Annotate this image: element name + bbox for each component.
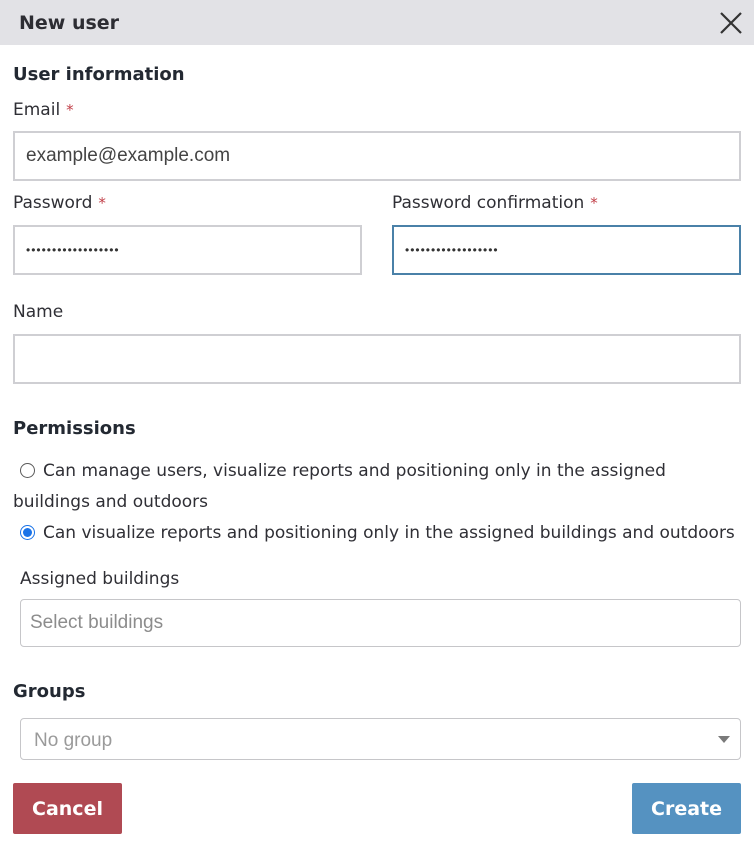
assigned-buildings-input[interactable] <box>20 599 741 647</box>
permission-visualize-label: Can visualize reports and positioning only in the assigned buildings and outdoors <box>43 523 735 543</box>
permissions-heading: Permissions <box>13 418 136 439</box>
password-label-text: Password <box>13 193 93 213</box>
create-button[interactable]: Create <box>632 783 741 834</box>
permission-option-manage[interactable] <box>13 456 743 518</box>
name-label: Name <box>13 302 64 322</box>
password-confirmation-required-marker: * <box>590 194 598 212</box>
assigned-buildings-label: Assigned buildings <box>20 569 180 589</box>
groups-heading: Groups <box>13 681 86 702</box>
password-required-marker: * <box>98 194 106 212</box>
permission-visualize-radio[interactable] <box>20 525 35 540</box>
email-label <box>13 99 74 121</box>
dialog-title: New user <box>19 12 120 34</box>
password-field[interactable] <box>13 225 362 275</box>
email-label-text: Email <box>13 100 61 120</box>
groups-select[interactable] <box>20 718 741 760</box>
permission-option-visualize[interactable] <box>13 518 743 549</box>
caret-down-icon <box>718 736 730 743</box>
password-confirmation-label-text: Password confirmation <box>392 193 585 213</box>
close-icon[interactable] <box>718 10 744 36</box>
password-confirmation-field[interactable] <box>392 225 741 275</box>
groups-select-value: No group <box>34 730 113 751</box>
email-field[interactable] <box>13 131 741 181</box>
password-label <box>13 192 106 214</box>
permission-manage-radio[interactable] <box>20 463 35 478</box>
cancel-button[interactable]: Cancel <box>13 783 122 834</box>
permission-manage-label: Can manage users, visualize reports and positioning only in the assigned buildings and outdoors <box>13 461 666 512</box>
dialog-header <box>0 0 754 45</box>
email-required-marker: * <box>66 101 74 119</box>
password-confirmation-label <box>392 192 598 214</box>
name-field[interactable] <box>13 334 741 384</box>
user-information-heading: User information <box>13 64 185 85</box>
